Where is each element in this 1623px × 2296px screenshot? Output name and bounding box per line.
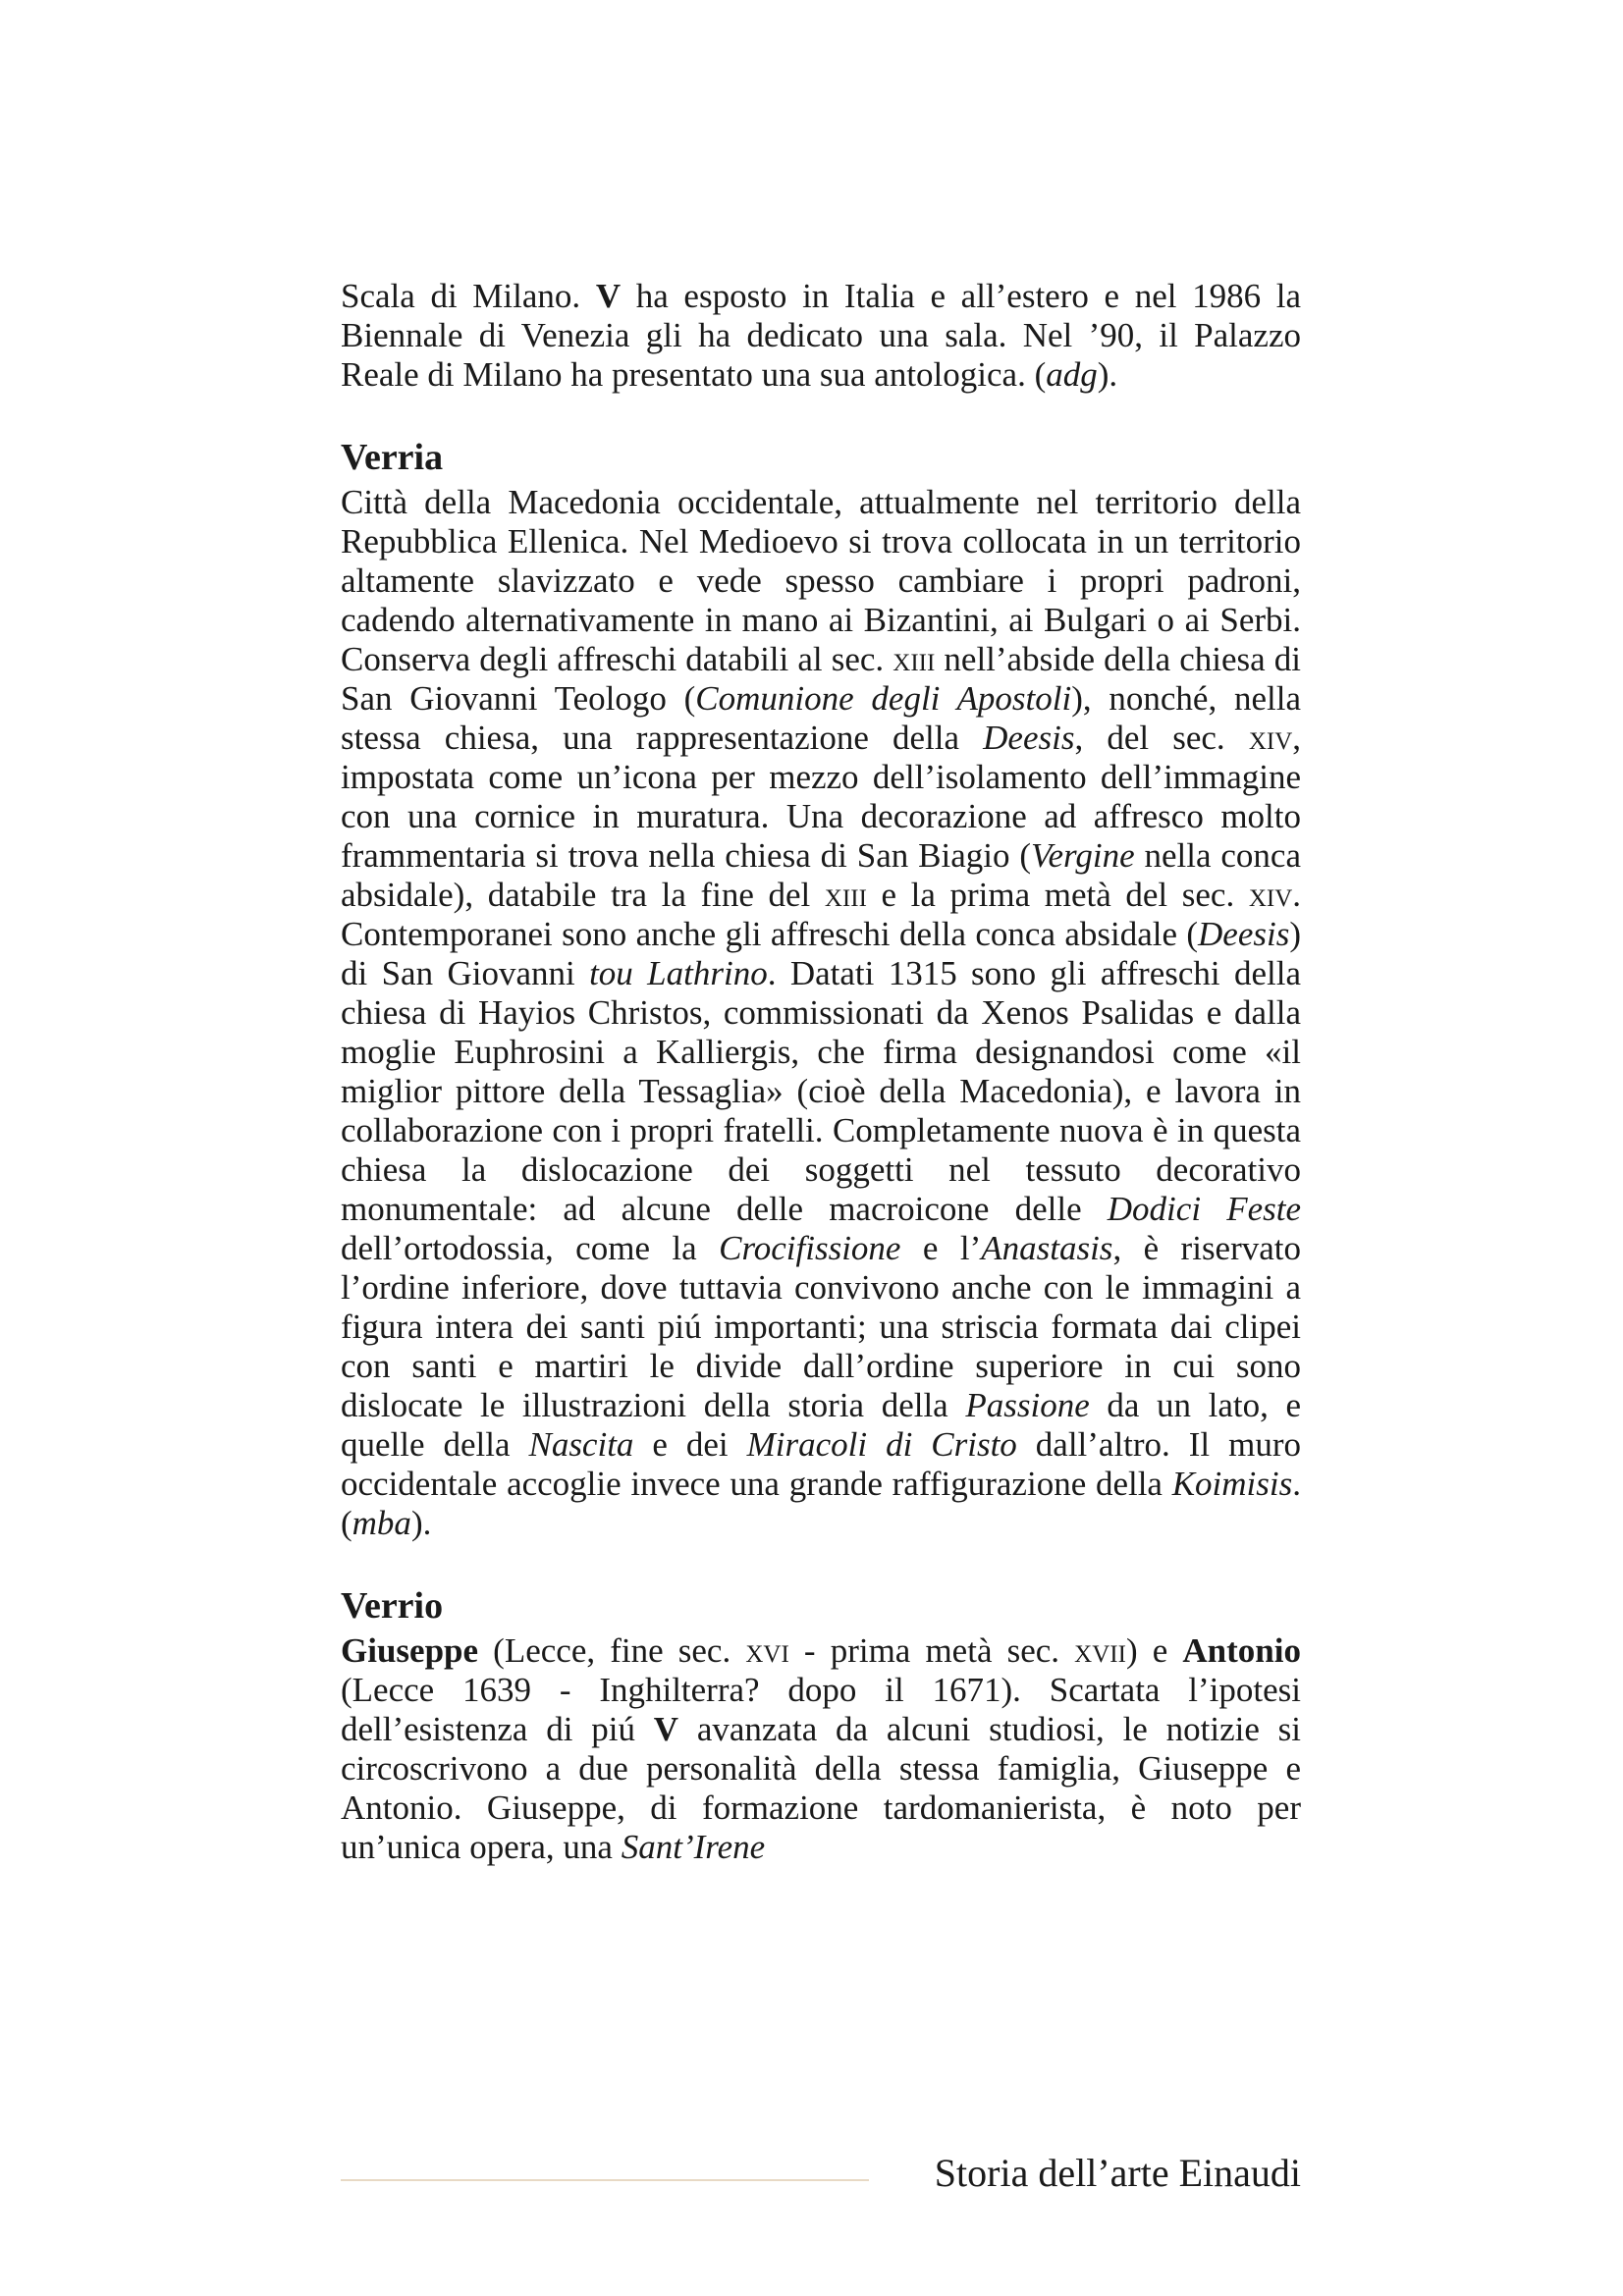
text-run: da un lato, e quelle della xyxy=(341,1386,1301,1464)
century-numeral: xvi xyxy=(745,1631,789,1670)
author-initials: mba xyxy=(352,1504,411,1542)
text-run: avanzata da alcuni studiosi, le notizie si circoscrivono a due personalità della stessa famiglia, Giuseppe e Antonio. Giuseppe, di formazione tardomanierista, è noto per un’unica opera, una xyxy=(341,1710,1301,1866)
bold-initial: V xyxy=(595,277,622,315)
text-run: , del sec. xyxy=(1074,719,1249,757)
work-title: Deesis xyxy=(1198,915,1290,953)
work-title: Koimisis xyxy=(1171,1465,1293,1503)
century-numeral: xiv xyxy=(1248,719,1293,757)
text-run: ). xyxy=(1097,355,1118,394)
text-run: ), nonché, nella stessa chiesa, una rappresentazione della xyxy=(341,679,1301,757)
text-run: e l’ xyxy=(900,1229,982,1267)
footer-rule xyxy=(341,2179,869,2181)
text-run: (Lecce, fine sec. xyxy=(478,1631,746,1670)
text-run: ) di San Giovanni xyxy=(341,915,1301,992)
text-run: e dei xyxy=(633,1425,747,1464)
verria-paragraph xyxy=(341,483,1301,1543)
entry-heading-verria: Verria xyxy=(341,437,444,478)
text-run: ha esposto in Italia e all’estero e nel 1986 la Biennale di Venezia gli ha dedicato una sala. Nel ’90, il Palazzo Reale di Milano ha presentato una sua antologica. ( xyxy=(341,277,1301,394)
century-numeral: xvii xyxy=(1074,1631,1126,1670)
person-name: Antonio xyxy=(1182,1631,1301,1670)
text-run: - prima metà sec. xyxy=(788,1631,1075,1670)
text-run: Scala di Milano. xyxy=(341,277,596,315)
text-run: dell’ortodossia, come la xyxy=(341,1229,720,1267)
intro-paragraph xyxy=(341,277,1301,395)
work-title: Sant’Irene xyxy=(621,1828,766,1866)
text-run: , impostata come un’icona per mezzo dell’isolamento dell’immagine con una cornice in muratura. Una decorazione ad affresco molto frammentaria si trova nella chiesa di San Biagio ( xyxy=(341,719,1301,875)
author-initials: adg xyxy=(1046,355,1098,394)
century-numeral: xiv xyxy=(1248,876,1293,914)
work-title: tou Lathrino xyxy=(589,954,768,992)
text-run: nell’abside della chiesa di San Giovanni Teologo ( xyxy=(341,640,1301,718)
text-run: (Lecce 1639 - Inghilterra? dopo il 1671). Scartata l’ipotesi dell’esistenza di piú xyxy=(341,1671,1301,1748)
text-run: e la prima metà del sec. xyxy=(866,876,1249,914)
work-title: Comunione degli Apostoli xyxy=(695,679,1072,718)
bold-initial: V xyxy=(653,1710,679,1748)
text-run: dall’altro. Il muro occidentale accoglie invece una grande raffigurazione della xyxy=(341,1425,1301,1503)
text-run: Città della Macedonia occidentale, attualmente nel territorio della Repubblica Ellenica. Nel Medioevo si trova collocata in un territorio altamente slavizzato e vede spesso cambiare i propri padroni, cadendo alternativamente in mano ai Bizantini, ai Bulgari o ai Serbi. Conserva degli affreschi databili al sec. xyxy=(341,483,1301,678)
entry-heading-verrio: Verrio xyxy=(341,1585,444,1627)
text-run: nella conca absidale), databile tra la fine del xyxy=(341,836,1301,914)
text-run: , è riservato l’ordine inferiore, dove tuttavia convivono anche con le immagini a figura intera dei santi piú importanti; una striscia formata dai clipei con santi e martiri le divide dall’ordine superiore in cui sono dislocate le illustrazioni della storia della xyxy=(341,1229,1302,1424)
work-title: Dodici Feste xyxy=(1107,1190,1301,1228)
work-title: Vergine xyxy=(1030,836,1135,875)
text-run: . Contemporanei sono anche gli affreschi della conca absidale ( xyxy=(341,876,1301,953)
person-name: Giuseppe xyxy=(341,1631,479,1670)
century-numeral: xiii xyxy=(893,640,936,678)
text-run: ) e xyxy=(1125,1631,1183,1670)
verrio-paragraph xyxy=(341,1631,1301,1867)
work-title: Anastasis xyxy=(981,1229,1113,1267)
work-title: Deesis xyxy=(983,719,1075,757)
work-title: Crocifissione xyxy=(719,1229,901,1267)
text-column xyxy=(341,277,1301,1867)
work-title: Nascita xyxy=(528,1425,634,1464)
work-title: Miracoli di Cristo xyxy=(746,1425,1017,1464)
footer-title: Storia dell’arte Einaudi xyxy=(934,2151,1301,2195)
century-numeral: xiii xyxy=(824,876,867,914)
text-run: . ( xyxy=(341,1465,1301,1542)
work-title: Passione xyxy=(965,1386,1090,1424)
text-run: . Datati 1315 sono gli affreschi della chiesa di Hayios Christos, commissionati da Xenos Psalidas e dalla moglie Euphrosini a Kalliergis, che firma designandosi come «il miglior pittore della Tessaglia» (cioè della Macedonia), e lavora in collaborazione con i propri fratelli. Completamente nuova è in questa chiesa la dislocazione dei soggetti nel tessuto decorativo monumentale: ad alcune delle macroicone delle xyxy=(341,954,1302,1228)
text-run: ). xyxy=(410,1504,432,1542)
